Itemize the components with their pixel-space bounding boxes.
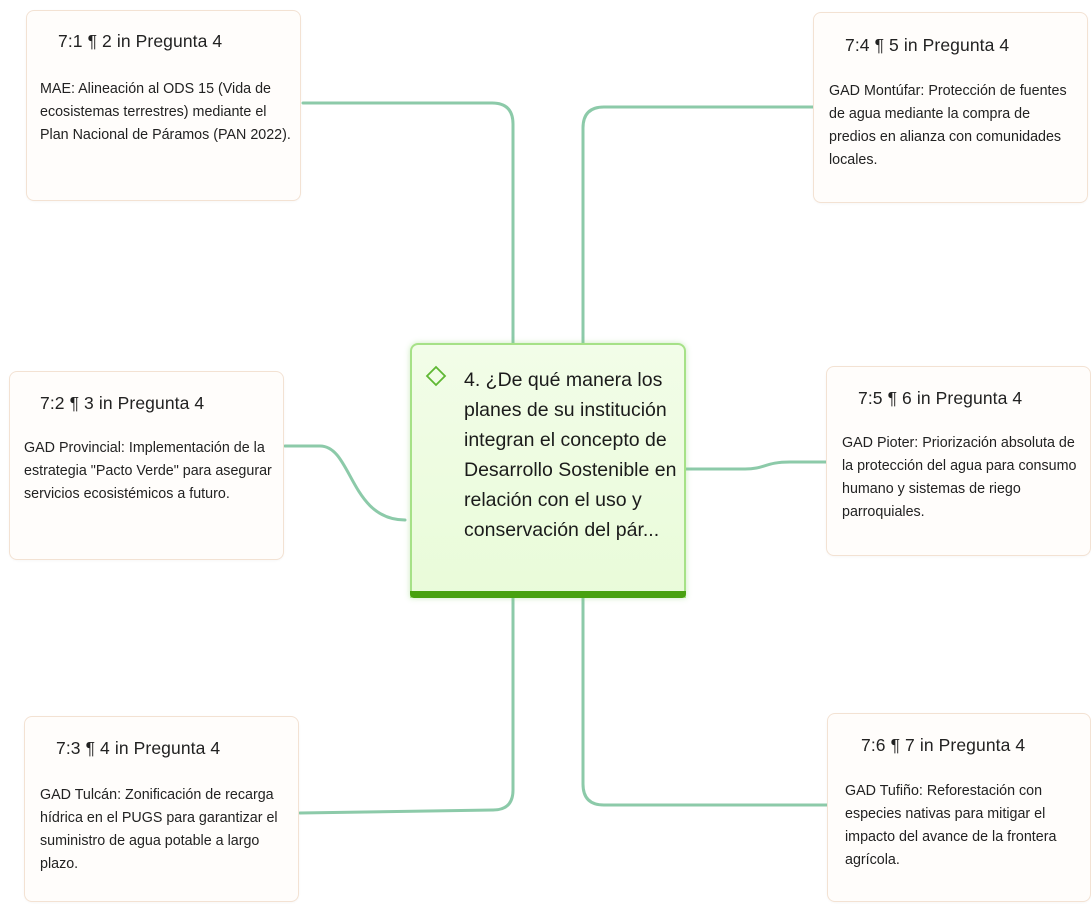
node-accent-bar xyxy=(410,591,686,598)
connector-quote-5 xyxy=(686,462,826,469)
connector-quote-2 xyxy=(285,446,405,520)
quote-text: GAD Tulcán: Zonificación de recarga hídrica en el PUGS para garantizar el suministro de agua potable a largo plazo. xyxy=(40,787,278,872)
quote-title: 7:4 ¶ 5 in Pregunta 4 xyxy=(845,35,1010,55)
quote-title: 7:5 ¶ 6 in Pregunta 4 xyxy=(858,388,1023,408)
quote-text: GAD Tufiño: Reforestación con especies nativas para mitigar el impacto del avance de la frontera agrícola. xyxy=(845,783,1057,868)
quote-title: 7:6 ¶ 7 in Pregunta 4 xyxy=(861,735,1026,755)
connector-quote-6 xyxy=(583,598,827,805)
connector-quote-1 xyxy=(303,103,513,343)
quote-title: 7:3 ¶ 4 in Pregunta 4 xyxy=(56,738,221,758)
quote-text: MAE: Alineación al ODS 15 (Vida de ecosistemas terrestres) mediante el Plan Nacional de Páramos (PAN 2022). xyxy=(40,81,291,143)
connector-quote-4 xyxy=(583,107,813,343)
quote-title: 7:1 ¶ 2 in Pregunta 4 xyxy=(58,31,223,51)
quote-text: GAD Pioter: Priorización absoluta de la protección del agua para consumo humano y sistemas de riego parroquiales. xyxy=(842,435,1077,520)
quote-text: GAD Montúfar: Protección de fuentes de agua mediante la compra de predios en alianza con comunidades locales. xyxy=(829,83,1067,168)
central-question-text: 4. ¿De qué manera los planes de su institución integran el concepto de Desarrollo Sostenible en relación con el uso y conservación del pár... xyxy=(464,369,677,541)
diamond-outline-icon xyxy=(425,365,447,387)
connector-quote-3 xyxy=(300,598,513,813)
quote-text: GAD Provincial: Implementación de la estrategia "Pacto Verde" para asegurar servicios ecosistémicos a futuro. xyxy=(24,440,272,502)
quote-title: 7:2 ¶ 3 in Pregunta 4 xyxy=(40,393,205,413)
